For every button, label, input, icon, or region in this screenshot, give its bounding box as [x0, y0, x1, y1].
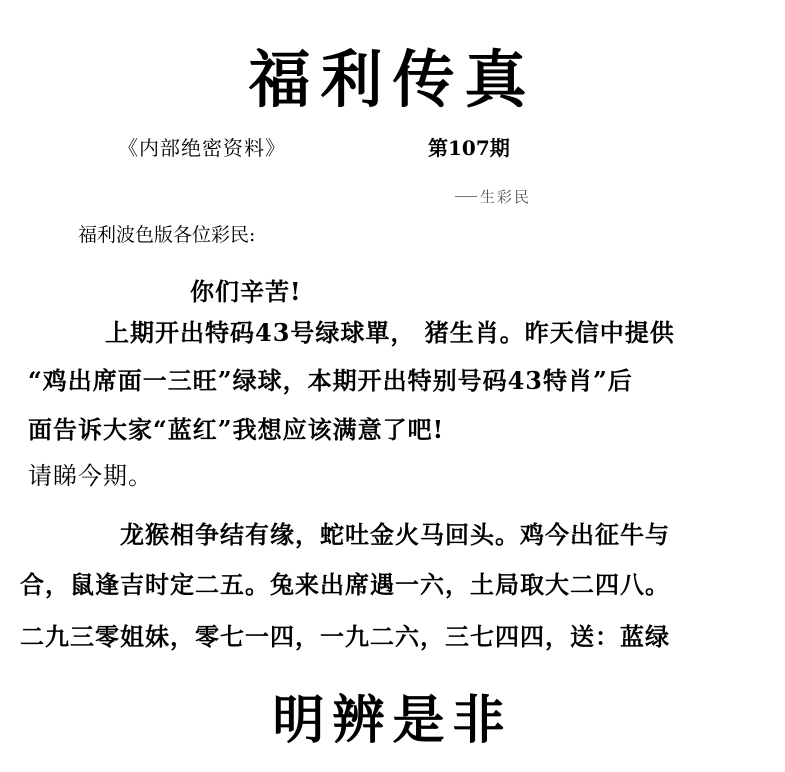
body-line: 龙猴相争结有缘，蛇吐金火马回头。鸡今出征牛与 [120, 520, 670, 549]
body-line: 二九三零姐妹，零七一四，一九二六，三七四四，送：蓝绿 [20, 622, 670, 651]
faint-dash [455, 196, 477, 197]
body-line: “鸡出席面一三旺”绿球，本期开出特别号码43特肖”后 [28, 366, 633, 395]
page-title: 福利传真 [248, 43, 537, 116]
body-line: 合，鼠逢吉时定二五。兔来出席遇一六，土局取大二四八。 [20, 570, 670, 599]
faint-text: 生彩民 [480, 188, 532, 206]
body-line: 请睇今期。 [28, 462, 153, 490]
issue-number: 第107期 [428, 136, 510, 160]
greeting: 福利波色版各位彩民: [78, 224, 256, 246]
body-line: 上期开出特码43号绿球單， 猪生肖。昨天信中提供 [105, 318, 675, 347]
document-subtitle: 《内部绝密资料》 [118, 136, 286, 160]
footer-slogan: 明辨是非 [272, 690, 513, 751]
body-line: 面告诉大家“蓝红”我想应该满意了吧! [28, 415, 445, 444]
body-line: 你们辛苦! [190, 277, 302, 306]
